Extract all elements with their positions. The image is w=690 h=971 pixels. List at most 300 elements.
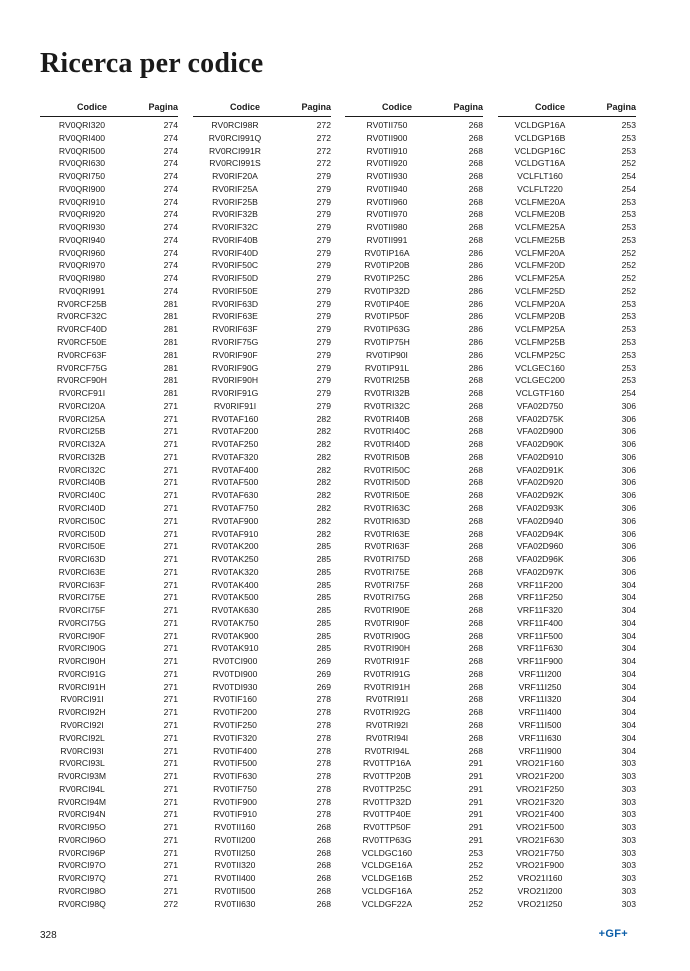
product-code: RV0RCI94N [58, 809, 106, 820]
page-reference: 281 [163, 298, 178, 309]
page-reference: 279 [316, 311, 331, 322]
product-code: RV0RIF50C [211, 260, 259, 271]
product-code: RV0TIF910 [213, 809, 257, 820]
table-row [498, 476, 636, 489]
page-reference: 271 [163, 541, 178, 552]
table-row [40, 157, 178, 170]
product-code: RV0RCI92L [59, 732, 105, 743]
page-reference: 271 [163, 426, 178, 437]
product-code: VFA02D96K [516, 554, 564, 565]
table-row [193, 362, 331, 375]
page-reference: 306 [621, 451, 636, 462]
table-row [345, 247, 483, 260]
page-reference: 268 [468, 222, 483, 233]
page-reference: 268 [468, 171, 483, 182]
table-row [193, 579, 331, 592]
product-code: VRO21I160 [517, 873, 563, 884]
table-row [498, 732, 636, 745]
page-reference: 253 [621, 337, 636, 348]
page-number: 328 [40, 930, 57, 941]
product-code: RV0QRI900 [58, 183, 106, 194]
product-code: RV0RCI94M [57, 796, 107, 807]
product-code: RV0RIF20A [212, 171, 258, 182]
page-reference: 281 [163, 324, 178, 335]
page-reference: 285 [316, 643, 331, 654]
table-row [193, 693, 331, 706]
product-code: RV0RCI25A [58, 413, 106, 424]
page-reference: 271 [163, 451, 178, 462]
table-row [40, 183, 178, 196]
page-reference: 304 [621, 681, 636, 692]
table-row [193, 553, 331, 566]
table-row [193, 668, 331, 681]
page-reference: 279 [316, 375, 331, 386]
page-reference: 269 [316, 656, 331, 667]
table-row [193, 681, 331, 694]
page-reference: 304 [621, 732, 636, 743]
product-code: RV0TIF750 [213, 783, 257, 794]
product-code: RV0TII630 [214, 898, 256, 909]
table-row [498, 425, 636, 438]
product-code: RV0QRI940 [58, 234, 106, 245]
page-reference: 274 [163, 120, 178, 130]
page-title: Ricerca per codice [40, 48, 264, 79]
product-code: RV0TIP40E [364, 298, 410, 309]
table-row [345, 476, 483, 489]
product-code: RV0TAF900 [211, 515, 259, 526]
page-reference: 268 [468, 707, 483, 718]
page-reference: 254 [621, 388, 636, 399]
product-code: RV0TRI50B [364, 451, 410, 462]
product-code: VRF11F630 [517, 643, 563, 654]
page-reference: 268 [468, 400, 483, 411]
table-row [40, 898, 178, 911]
product-code: RV0RCF91I [58, 388, 106, 399]
product-code: VRF11I200 [518, 668, 562, 679]
page-reference: 271 [163, 694, 178, 705]
product-code: VCLFME20B [514, 209, 566, 220]
product-code: VCLGEC200 [515, 375, 565, 386]
table-row [40, 579, 178, 592]
product-code: RV0RCI75F [58, 605, 106, 616]
product-code: RV0RCI40C [58, 490, 106, 501]
table-row [40, 642, 178, 655]
page-reference: 304 [621, 579, 636, 590]
page-reference: 274 [163, 273, 178, 284]
product-code: RV0TRI90H [363, 643, 411, 654]
table-row [40, 413, 178, 426]
table-row [193, 528, 331, 541]
table-row [40, 706, 178, 719]
page-reference: 291 [468, 834, 483, 845]
page-reference: 271 [163, 885, 178, 896]
page-reference: 268 [468, 234, 483, 245]
page-reference: 285 [316, 579, 331, 590]
table-row [40, 719, 178, 732]
product-code: VFA02D910 [516, 451, 564, 462]
page-reference: 271 [163, 592, 178, 603]
table-row [345, 693, 483, 706]
product-code: VRO21F250 [516, 783, 564, 794]
page-reference: 252 [621, 158, 636, 169]
product-code: VRF11F250 [517, 592, 563, 603]
page-reference: 278 [316, 707, 331, 718]
table-row [40, 591, 178, 604]
table-row [193, 298, 331, 311]
table-row [193, 617, 331, 630]
page-reference: 268 [468, 554, 483, 565]
product-code: RV0TAK250 [211, 554, 259, 565]
table-row [498, 400, 636, 413]
page-reference: 268 [468, 183, 483, 194]
page-reference: 303 [621, 885, 636, 896]
table-row [193, 310, 331, 323]
product-code: VRF11F400 [517, 617, 563, 628]
page-reference: 268 [468, 592, 483, 603]
product-code: VRO21I200 [517, 885, 563, 896]
page-reference: 303 [621, 847, 636, 858]
product-code: RV0RIF40D [211, 247, 259, 258]
page-reference: 306 [621, 554, 636, 565]
page-reference: 253 [621, 145, 636, 156]
product-code: VRF11F320 [517, 605, 563, 616]
product-code: RV0RCI25B [58, 426, 106, 437]
table-row [498, 528, 636, 541]
product-code: RV0QRI991 [58, 285, 106, 296]
product-code: RV0TII200 [214, 834, 256, 845]
product-code: RV0RIF50D [211, 273, 259, 284]
product-code: RV0RCI93M [57, 771, 107, 782]
page-reference: 282 [316, 413, 331, 424]
product-code: RV0RCI91H [58, 681, 106, 692]
product-code: RV0RCI75E [58, 592, 106, 603]
table-row [40, 336, 178, 349]
product-code: RV0TRI40D [363, 439, 411, 450]
table-row [345, 732, 483, 745]
page-reference: 304 [621, 617, 636, 628]
table-row [498, 566, 636, 579]
table-row [40, 298, 178, 311]
product-code: VRO21F750 [516, 847, 564, 858]
page-reference: 274 [163, 158, 178, 169]
table-row [498, 272, 636, 285]
product-code: RV0TII930 [366, 171, 408, 182]
page-reference: 268 [468, 617, 483, 628]
product-code: RV0RIF91G [211, 388, 259, 399]
table-row [345, 617, 483, 630]
page-reference: 274 [163, 145, 178, 156]
table-row [40, 821, 178, 834]
page-reference: 285 [316, 592, 331, 603]
product-code: VCLFLT220 [517, 183, 563, 194]
table-row [498, 591, 636, 604]
product-code: RV0TTP32D [362, 796, 412, 807]
product-code: RV0TIF160 [213, 694, 257, 705]
product-code: RV0TII320 [214, 860, 256, 871]
table-row [345, 400, 483, 413]
product-code: RV0RIF91I [213, 400, 257, 411]
table-row [345, 630, 483, 643]
product-code: RV0TIF900 [213, 796, 257, 807]
page-reference: 253 [621, 196, 636, 207]
product-code: RV0TRI50E [364, 490, 410, 501]
product-code: RV0RCI991S [209, 158, 261, 169]
table-row [498, 413, 636, 426]
product-code: VCLDGC160 [361, 847, 413, 858]
page-reference: 272 [316, 120, 331, 130]
product-code: VCLDGP16C [514, 145, 566, 156]
table-row [345, 515, 483, 528]
page-reference: 252 [621, 247, 636, 258]
table-row [345, 157, 483, 170]
table-row [498, 234, 636, 247]
table-row [345, 196, 483, 209]
page-reference: 278 [316, 732, 331, 743]
page-reference: 279 [316, 183, 331, 194]
product-code: RV0RIF63D [211, 298, 259, 309]
table-row [498, 681, 636, 694]
table-row [193, 425, 331, 438]
product-code: RV0RIF90F [212, 349, 258, 360]
page-reference: 253 [621, 222, 636, 233]
table-row [345, 489, 483, 502]
table-row [40, 400, 178, 413]
page-reference: 304 [621, 643, 636, 654]
table-row [345, 387, 483, 400]
page-reference: 306 [621, 566, 636, 577]
table-row [345, 298, 483, 311]
page-reference: 253 [621, 298, 636, 309]
product-code: RV0TRI91G [363, 668, 411, 679]
page-reference: 279 [316, 273, 331, 284]
page-reference: 271 [163, 668, 178, 679]
page-reference: 281 [163, 375, 178, 386]
page-reference: 253 [621, 362, 636, 373]
table-row [345, 885, 483, 898]
product-code: RV0TII500 [214, 885, 256, 896]
column-header [345, 99, 483, 117]
page-reference: 271 [163, 783, 178, 794]
page-reference: 272 [316, 158, 331, 169]
table-row [40, 221, 178, 234]
page-reference: 272 [163, 898, 178, 909]
page-reference: 268 [468, 579, 483, 590]
product-code: VFA02D94K [516, 528, 564, 539]
page-reference: 303 [621, 873, 636, 884]
page-reference: 268 [316, 898, 331, 909]
product-code: RV0TII920 [366, 158, 408, 169]
product-code: RV0TTP25C [362, 783, 412, 794]
product-code: VCLFME20A [514, 196, 566, 207]
page-reference: 271 [163, 515, 178, 526]
table-row [345, 566, 483, 579]
table-row [345, 425, 483, 438]
page-reference: 268 [468, 668, 483, 679]
product-code: VRO21F630 [516, 834, 564, 845]
page-reference: 286 [468, 349, 483, 360]
product-code: RV0RCI97O [58, 860, 106, 871]
table-row [498, 464, 636, 477]
table-row [345, 336, 483, 349]
page-reference: 278 [316, 796, 331, 807]
page-reference: 282 [316, 426, 331, 437]
table-row [40, 668, 178, 681]
product-code: VRO21F160 [516, 758, 564, 769]
page-reference: 279 [316, 171, 331, 182]
table-row [498, 796, 636, 809]
index-column-4 [498, 99, 636, 910]
product-code: RV0RCI50D [58, 528, 106, 539]
product-code: VCLDGF16A [361, 885, 413, 896]
table-row [40, 885, 178, 898]
product-code: RV0TII250 [214, 847, 256, 858]
table-row [40, 387, 178, 400]
table-row [40, 119, 178, 132]
page-reference: 274 [163, 234, 178, 245]
table-row [345, 464, 483, 477]
page-reference: 274 [163, 132, 178, 143]
product-code: RV0RIF63E [212, 311, 258, 322]
table-row [498, 438, 636, 451]
product-code: VCLGEC160 [515, 362, 565, 373]
page-reference: 306 [621, 464, 636, 475]
table-row [40, 362, 178, 375]
table-row [193, 745, 331, 758]
product-code: VFA02D920 [516, 477, 564, 488]
page-reference: 306 [621, 477, 636, 488]
page-reference: 279 [316, 400, 331, 411]
table-row [193, 732, 331, 745]
product-code: RV0QRI750 [58, 171, 106, 182]
page-reference: 268 [468, 439, 483, 450]
product-code: VRF11I320 [518, 694, 562, 705]
table-row [40, 451, 178, 464]
page-reference: 304 [621, 694, 636, 705]
page-reference: 271 [163, 579, 178, 590]
page-reference: 279 [316, 260, 331, 271]
table-row [498, 170, 636, 183]
page-reference: 268 [316, 847, 331, 858]
page-reference: 304 [621, 656, 636, 667]
product-code: RV0TII910 [366, 145, 408, 156]
page-reference: 252 [621, 260, 636, 271]
table-row [193, 489, 331, 502]
product-code: VCLFMF25A [515, 273, 565, 284]
table-row [40, 770, 178, 783]
product-code: VRF11I630 [518, 732, 562, 743]
product-code: RV0RIF63F [212, 324, 258, 335]
page-reference: 271 [163, 502, 178, 513]
table-row [498, 757, 636, 770]
page-reference: 306 [621, 528, 636, 539]
table-row [498, 157, 636, 170]
product-code: VCLDGP16B [514, 132, 566, 143]
page-reference: 291 [468, 758, 483, 769]
table-row [498, 898, 636, 911]
product-code: RV0TTP63G [362, 834, 412, 845]
product-code: RV0RCI50C [58, 515, 106, 526]
page-reference: 268 [468, 451, 483, 462]
table-row [40, 528, 178, 541]
table-row [193, 783, 331, 796]
page-reference: 271 [163, 617, 178, 628]
table-row [345, 872, 483, 885]
product-code: VCLFMP25A [514, 324, 566, 335]
product-code: RV0RCI20A [58, 400, 106, 411]
table-row [345, 170, 483, 183]
page-reference: 269 [316, 681, 331, 692]
product-code: RV0RCI98R [211, 120, 259, 130]
page-reference: 268 [316, 860, 331, 871]
table-row [498, 885, 636, 898]
product-code: VFA02D940 [516, 515, 564, 526]
page-reference: 303 [621, 771, 636, 782]
page-reference: 271 [163, 809, 178, 820]
product-code: RV0TAF910 [211, 528, 259, 539]
product-code: RV0TIP25C [364, 273, 410, 284]
table-row [498, 374, 636, 387]
page-reference: 271 [163, 873, 178, 884]
page-reference: 279 [316, 349, 331, 360]
product-code: RV0TDI930 [212, 681, 258, 692]
product-code: VCLFMP25B [514, 337, 566, 348]
table-row [498, 655, 636, 668]
page-reference: 252 [468, 860, 483, 871]
table-row [345, 145, 483, 158]
product-code: RV0TRI40C [363, 426, 411, 437]
product-code: RV0TAF320 [211, 451, 259, 462]
product-code: RV0TRI92G [363, 707, 411, 718]
page-reference: 271 [163, 439, 178, 450]
table-row [193, 285, 331, 298]
table-row [193, 757, 331, 770]
product-code: RV0RCI32B [58, 451, 106, 462]
page-reference: 271 [163, 860, 178, 871]
product-code: RV0TAF250 [211, 439, 259, 450]
table-row [498, 783, 636, 796]
product-code: RV0QRI980 [58, 273, 106, 284]
table-row [193, 872, 331, 885]
page-reference: 271 [163, 643, 178, 654]
page-reference: 268 [468, 388, 483, 399]
table-row [498, 821, 636, 834]
product-code: RV0TIF400 [213, 745, 257, 756]
page-reference: 282 [316, 502, 331, 513]
page-reference: 285 [316, 605, 331, 616]
product-code: RV0TIP16A [364, 247, 410, 258]
product-code: RV0TAF400 [211, 464, 259, 475]
page-reference: 282 [316, 528, 331, 539]
page-reference: 286 [468, 298, 483, 309]
table-row [345, 208, 483, 221]
page-reference: 269 [316, 668, 331, 679]
product-code: RV0TRI90E [364, 605, 410, 616]
product-code: RV0TAK400 [211, 579, 259, 590]
product-code: VCLFME25A [514, 222, 566, 233]
product-code: RV0TIP90I [366, 349, 408, 360]
product-code: RV0TTP16A [362, 758, 412, 769]
table-row [40, 502, 178, 515]
product-code: RV0RIF90G [211, 362, 259, 373]
product-code: RV0TAK500 [211, 592, 259, 603]
table-row [40, 693, 178, 706]
table-row [40, 617, 178, 630]
product-code: RV0RCI91I [60, 694, 104, 705]
page-reference: 285 [316, 541, 331, 552]
column-header [193, 99, 331, 117]
table-row [193, 157, 331, 170]
product-code: RV0TRI75G [363, 592, 411, 603]
